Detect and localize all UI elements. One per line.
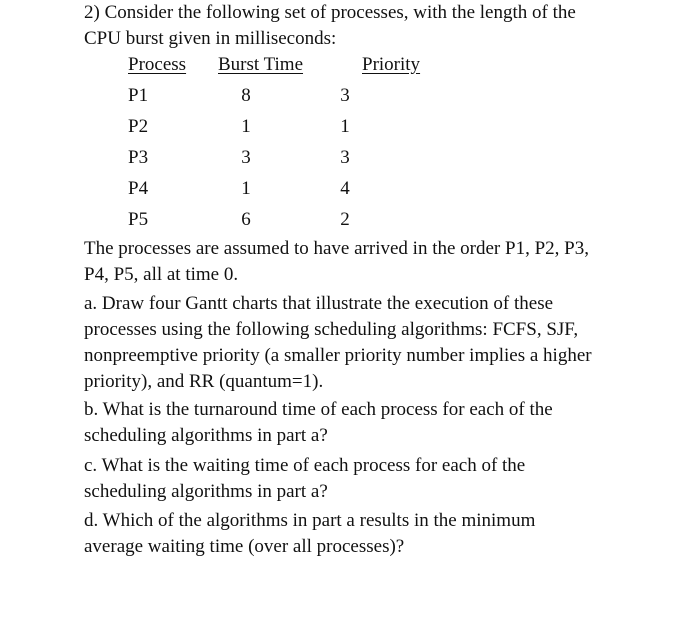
part-a-line-2: processes using the following scheduling algorithms: FCFS, SJF, bbox=[84, 319, 579, 340]
row-4-burst: 1 bbox=[241, 178, 251, 199]
row-2-priority: 1 bbox=[340, 116, 350, 137]
row-1-priority: 3 bbox=[340, 85, 350, 106]
row-3-priority: 3 bbox=[340, 147, 350, 168]
row-2-process: P2 bbox=[128, 116, 149, 137]
row-5-burst: 6 bbox=[241, 209, 251, 230]
question-intro bbox=[84, 0, 684, 52]
row-1-process: P1 bbox=[128, 85, 149, 106]
row-5-priority: 2 bbox=[340, 209, 350, 230]
row-5-process: P5 bbox=[128, 209, 149, 230]
part-d bbox=[84, 508, 664, 560]
intro-line-1: 2) Consider the following set of processes, with the length of the bbox=[84, 2, 576, 23]
part-b-line-1: b. What is the turnaround time of each process for each of the bbox=[84, 399, 553, 420]
part-c bbox=[84, 453, 664, 505]
part-d-line-2: average waiting time (over all processes)? bbox=[84, 536, 405, 557]
part-c-line-2: scheduling algorithms in part a? bbox=[84, 481, 328, 502]
arrival-paragraph bbox=[84, 236, 664, 288]
row-1-burst: 8 bbox=[241, 85, 251, 106]
row-3-burst: 3 bbox=[241, 147, 251, 168]
row-4-priority: 4 bbox=[340, 178, 350, 199]
part-a-line-3: nonpreemptive priority (a smaller priority number implies a higher bbox=[84, 345, 592, 366]
header-priority: Priority bbox=[362, 54, 421, 75]
part-a-line-4: priority), and RR (quantum=1). bbox=[84, 371, 324, 392]
header-process: Process bbox=[128, 54, 187, 75]
arrival-line-2: P4, P5, all at time 0. bbox=[84, 264, 239, 285]
header-burst-time: Burst Time bbox=[218, 54, 304, 75]
part-a bbox=[84, 291, 664, 395]
row-3-process: P3 bbox=[128, 147, 149, 168]
process-table bbox=[84, 52, 684, 232]
part-b bbox=[84, 397, 664, 449]
row-2-burst: 1 bbox=[241, 116, 251, 137]
part-a-line-1: a. Draw four Gantt charts that illustrate the execution of these bbox=[84, 293, 554, 314]
part-d-line-1: d. Which of the algorithms in part a results in the minimum bbox=[84, 510, 536, 531]
arrival-line-1: The processes are assumed to have arrived in the order P1, P2, P3, bbox=[84, 238, 589, 259]
part-c-line-1: c. What is the waiting time of each process for each of the bbox=[84, 455, 526, 476]
part-b-line-2: scheduling algorithms in part a? bbox=[84, 425, 328, 446]
intro-line-2: CPU burst given in milliseconds: bbox=[84, 28, 337, 49]
row-4-process: P4 bbox=[128, 178, 149, 199]
